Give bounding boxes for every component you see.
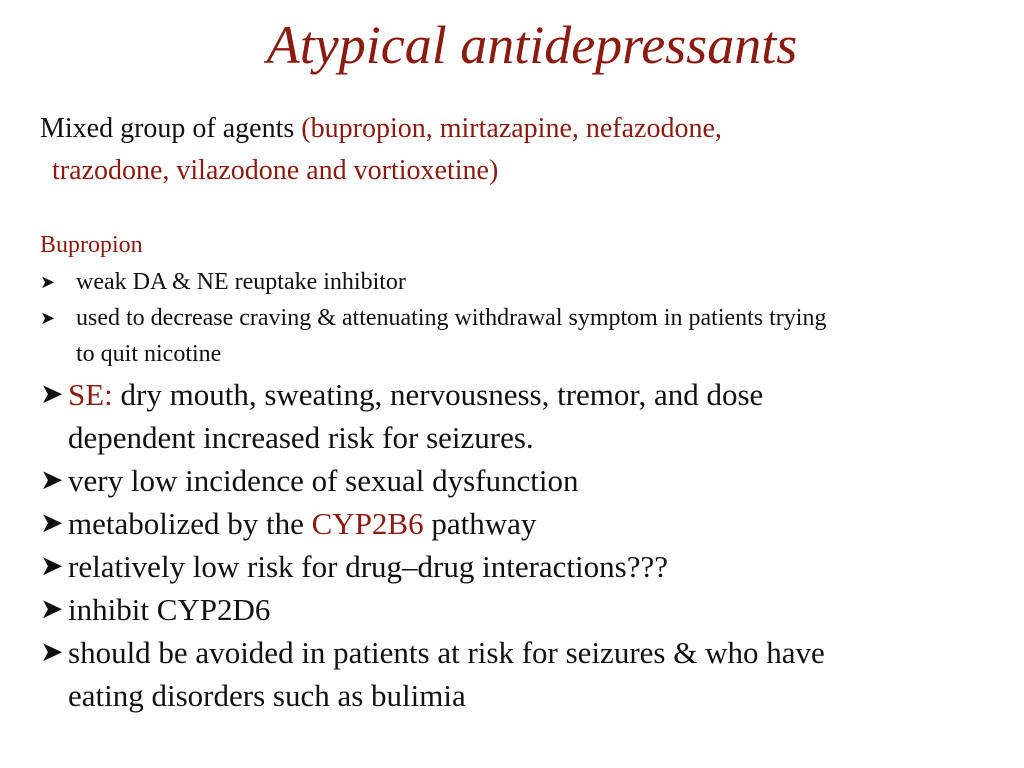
arrow-bullet-icon: ➤: [40, 508, 64, 539]
list-item: [40, 502, 1020, 545]
list-item-text: weak DA & NE reuptake inhibitor: [76, 269, 406, 295]
list-item-text: used to decrease craving & attenuating withdrawal symptom in patients trying: [76, 305, 827, 331]
list-item-text: relatively low risk for drug–drug interactions???: [68, 549, 668, 584]
list-item: [40, 300, 1024, 372]
list-item: [40, 545, 1020, 588]
arrow-bullet-icon: ➤: [40, 308, 56, 328]
intro-lead: Mixed group of agents: [40, 113, 302, 144]
enzyme-highlight: CYP2B6: [311, 506, 424, 541]
agents-list-line2: trazodone, vilazodone and vortioxetine): [52, 155, 499, 186]
bupropion-heading: Bupropion: [40, 232, 143, 258]
intro-text: [40, 108, 1000, 192]
list-item: [40, 264, 1024, 300]
list-item: [40, 588, 1020, 631]
bupropion-details-list: [40, 264, 1024, 372]
list-item-text: should be avoided in patients at risk for seizures & who have: [68, 635, 825, 670]
list-item-text-continued: dependent increased risk for seizures.: [68, 420, 534, 455]
arrow-bullet-icon: ➤: [40, 465, 64, 496]
list-item: [40, 631, 1020, 717]
arrow-bullet-icon: ➤: [40, 379, 64, 410]
list-item-text: metabolized by the: [68, 506, 312, 541]
side-effects-label: SE:: [68, 377, 113, 412]
list-item-text-continued: to quit nicotine: [76, 341, 222, 367]
list-item-text: dry mouth, sweating, nervousness, tremor, and dose: [112, 377, 764, 412]
list-item: [40, 459, 1020, 502]
arrow-bullet-icon: ➤: [40, 551, 64, 582]
list-item-text-continued: eating disorders such as bulimia: [68, 678, 466, 713]
arrow-bullet-icon: ➤: [40, 637, 64, 668]
list-item-text: very low incidence of sexual dysfunction: [68, 463, 579, 498]
agents-list-line1: (bupropion, mirtazapine, nefazodone,: [301, 113, 722, 144]
list-item-text-tail: pathway: [423, 506, 537, 541]
slide-title: Atypical antidepressants: [266, 15, 798, 75]
bupropion-properties-list: [40, 373, 1020, 717]
list-item: [40, 373, 1020, 459]
arrow-bullet-icon: ➤: [40, 594, 64, 625]
list-item-text: inhibit CYP2D6: [68, 592, 271, 627]
arrow-bullet-icon: ➤: [40, 272, 56, 292]
